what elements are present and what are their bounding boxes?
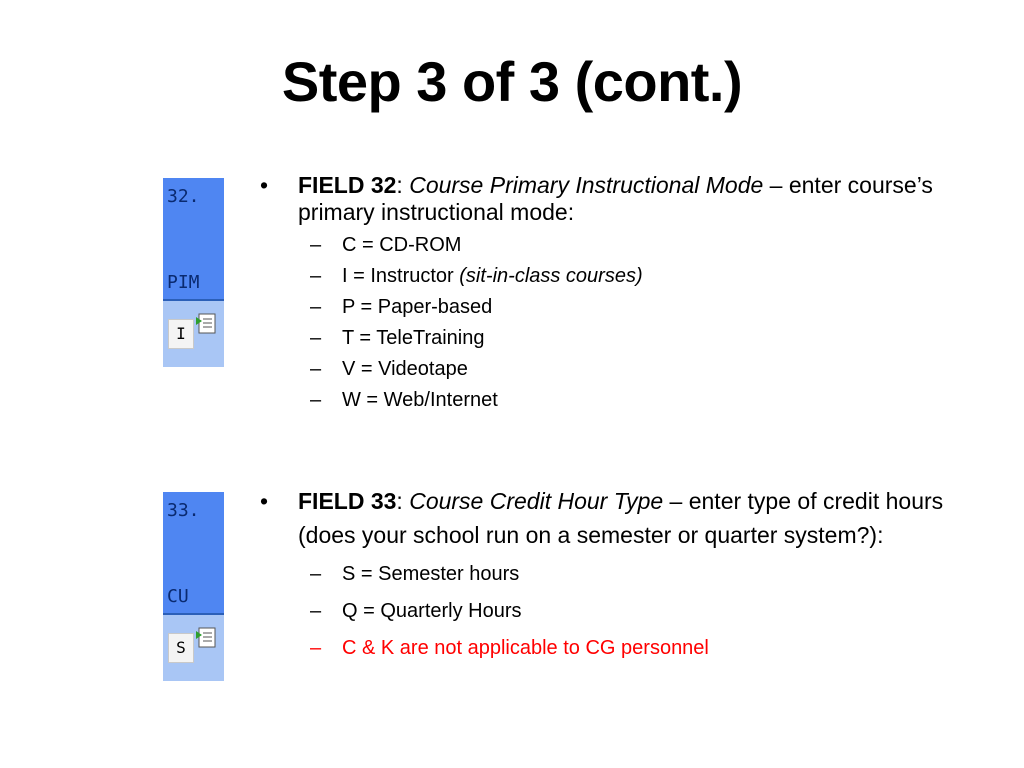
field-33-input-area (163, 615, 224, 681)
dash-marker: – (310, 637, 322, 659)
dash-marker: – (310, 234, 322, 256)
field-32-abbreviation: PIM (167, 272, 200, 293)
field-32-label: FIELD 32 (298, 172, 397, 198)
option-text: C = CD-ROM (342, 234, 462, 256)
warning-text: C & K are not applicable to CG personnel (342, 637, 709, 659)
field-32-number: 32. (167, 186, 200, 207)
option-text: Q = Quarterly Hours (342, 600, 522, 622)
field-33-name: Course Credit Hour Type (409, 488, 664, 514)
option-text: I = Instructor (342, 265, 460, 287)
option-item (310, 323, 998, 354)
field-32-section (258, 172, 998, 416)
option-item (310, 261, 998, 292)
field-33-widget (163, 492, 224, 681)
dash-marker: – (310, 389, 322, 411)
lookup-list-icon[interactable] (195, 313, 217, 335)
option-text: T = TeleTraining (342, 327, 485, 349)
option-item (310, 593, 998, 630)
option-item (310, 292, 998, 323)
option-item (310, 230, 998, 261)
field-33-options (258, 556, 998, 667)
field-33-number: 33. (167, 500, 200, 521)
field-33-label: FIELD 33 (298, 488, 397, 514)
field-33-abbreviation: CU (167, 586, 189, 607)
bullet-marker: • (260, 488, 269, 514)
field-33-header (163, 492, 224, 615)
field-32-name: Course Primary Instructional Mode (409, 172, 764, 198)
bullet-marker: • (260, 172, 269, 198)
field-32-options (258, 230, 998, 416)
option-item (310, 354, 998, 385)
dash-marker: – (310, 265, 322, 287)
option-text: P = Paper-based (342, 296, 493, 318)
option-item (310, 556, 998, 593)
option-text: S = Semester hours (342, 563, 520, 585)
option-text: V = Videotape (342, 358, 468, 380)
field-32-input-area (163, 301, 224, 367)
field-32-colon: : (396, 172, 403, 198)
dash-marker: – (310, 296, 322, 318)
dash-marker: – (310, 327, 322, 349)
dash-marker: – (310, 358, 322, 380)
warning-item (310, 630, 998, 667)
dash-marker: – (310, 600, 322, 622)
dash-marker: – (310, 563, 322, 585)
lookup-list-icon[interactable] (195, 627, 217, 649)
option-item (310, 385, 998, 416)
field-33-colon: : (396, 488, 403, 514)
field-32-widget (163, 178, 224, 367)
field-32-header (163, 178, 224, 301)
option-text: W = Web/Internet (342, 389, 498, 411)
slide-title: Step 3 of 3 (cont.) (281, 50, 743, 113)
field-32-description: – enter course’s primary instructional mode: (298, 172, 933, 225)
field-33-value-input[interactable]: S (168, 633, 194, 663)
field-32-bullet (258, 172, 998, 226)
field-33-section (258, 484, 998, 667)
field-33-bullet (258, 484, 998, 552)
option-note: (sit-in-class courses) (459, 265, 643, 287)
field-33-description: – enter type of credit hours (does your school run on a semester or quarter system?): (298, 488, 944, 548)
field-32-value-input[interactable]: I (168, 319, 194, 349)
